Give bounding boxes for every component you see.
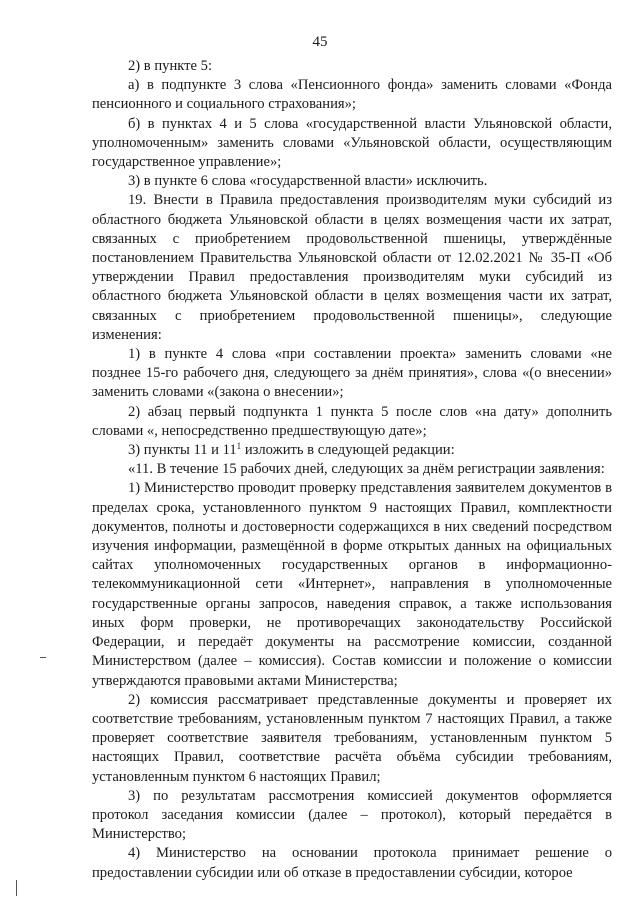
- paragraph: б) в пунктах 4 и 5 слова «государственной власти Ульяновской области, уполномоченным» заменить словами «Ульяновской области, осуществляющим государственное управление»;: [92, 115, 612, 171]
- page-number: 45: [312, 34, 328, 50]
- paragraph: 3) по результатам рассмотрения комиссией документов оформляется протокол заседания комиссии (далее – протокол), который передаётся в Министерство;: [92, 787, 612, 843]
- paragraph: 2) в пункте 5:: [128, 58, 213, 74]
- paragraph: 4) Министерство на основании протокола принимает решение о предоставлении субсидии или об отказе в предоставлении субсидии, которое: [92, 845, 612, 881]
- paragraph: «11. В течение 15 рабочих дней, следующих за днём регистрации заявления:: [128, 461, 605, 478]
- paragraph: 2) комиссия рассматривает представленные документы и проверяет их соответствие требованиям, установленным пунктом 7 настоящих Правил, а также проверяет соответствие заявителя требованиям, установленным пунктом 5 настоящих Правил, соответствие расчёта объёма субсидии требованиям, установленным пунктом 6 настоящих Правил;: [92, 691, 612, 785]
- scan-artifact: [16, 880, 17, 896]
- paragraph: [92, 441, 612, 460]
- paragraph: 1) Министерство проводит проверку представления заявителем документов в пределах срока, установленного пунктом 9 настоящих Правил, комплектности документов, полноты и достоверности содержащихся в них сведений посредством изучения информации, размещённой в форме открытых данных на официальных сайтах уполномоченных государственных органов в информационно-телекоммуникационной сети «Интернет», направления в уполномоченные государственные органы запросов, наведения справок, а также использования иных форм проверки, не противоречащих законодательству Российской Федерации, и передаёт документы на рассмотрение комиссии, созданной Министерством (далее – комиссия). Состав комиссии и положение о комиссии утверждаются правовыми актами Министерства;: [92, 480, 612, 689]
- superscript: 1: [236, 441, 242, 452]
- paragraph-text: изложить в следующей редакции:: [241, 442, 455, 459]
- document-body: [92, 57, 612, 883]
- paragraph: 3) в пункте 6 слова «государственной власти» исключить.: [128, 173, 488, 190]
- paragraph-text: 3) пункты 11 и 11: [128, 442, 237, 459]
- paragraph: 1) в пункте 4 слова «при составлении проекта» заменить словами «не позднее 15-го рабочего дня, следующего за днём принятия», слова «(о внесении» заменить словами «(закона о внесении»;: [92, 346, 612, 401]
- paragraph: 2) абзац первый подпункта 1 пункта 5 после слов «на дату» дополнить словами «, непосредственно предшествующую дате»;: [92, 403, 612, 439]
- paragraph: 19. Внести в Правила предоставления производителям муки субсидий из областного бюджета Ульяновской области в целях возмещения части их затрат, связанных с приобретением продовольственной пшеницы, утверждённые постановлением Правительства Ульяновской области от 12.02.2021 № 35-П «Об утверждении Правил предоставления производителям муки субсидий из областного бюджета Ульяновской области в целях возмещения части их затрат, связанных с приобретением продовольственной пшеницы», следующие изменения:: [92, 192, 612, 343]
- paragraph: а) в подпункте 3 слова «Пенсионного фонда» заменить словами «Фонда пенсионного и социального страхования»;: [92, 77, 612, 113]
- scan-artifact: [40, 657, 46, 658]
